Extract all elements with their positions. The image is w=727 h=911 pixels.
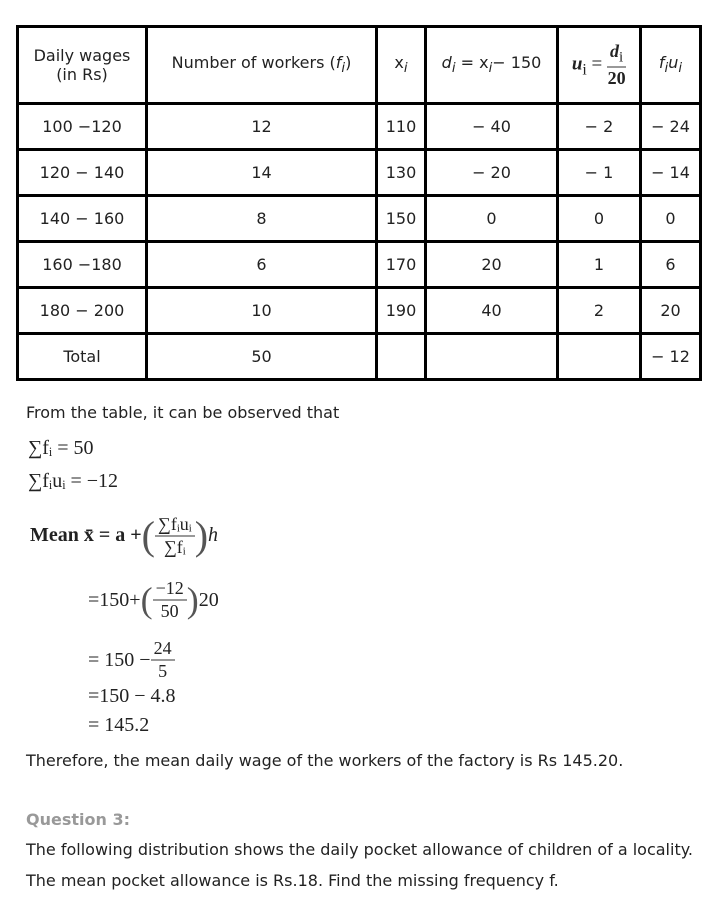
header-text: d xyxy=(441,53,452,73)
table-cell: 0 xyxy=(641,196,701,242)
table-cell: 6 xyxy=(147,242,377,288)
table-cell: 8 xyxy=(147,196,377,242)
header-text: i xyxy=(619,49,624,66)
header-text: 20 xyxy=(607,68,626,89)
header-text: i xyxy=(451,61,456,77)
table-cell: 50 xyxy=(147,334,377,380)
sum-fu: ∑fᵢuᵢ = −12 xyxy=(28,470,119,492)
header-text: (in Rs) xyxy=(56,65,108,84)
table-row xyxy=(18,288,701,334)
step-4: = 145.2 xyxy=(88,714,150,736)
table-cell: Total xyxy=(18,334,147,380)
step-3: =150 − 4.8 xyxy=(88,685,176,707)
step-text: = 150 − xyxy=(88,648,151,671)
table-cell: 10 xyxy=(147,288,377,334)
table-cell: − 2 xyxy=(558,104,641,150)
step-1: =150+ ( $\frac{-12}{50}$ ) 20 xyxy=(88,578,219,621)
header-text: u xyxy=(668,53,679,73)
conclusion-text: Therefore, the mean daily wage of the workers of the factory is Rs 145.20. xyxy=(26,751,624,770)
table-cell: − 40 xyxy=(426,104,558,150)
table-cell: 170 xyxy=(377,242,426,288)
table-cell: 2 xyxy=(558,288,641,334)
frequency-table xyxy=(16,25,702,381)
table-cell: 160 −180 xyxy=(18,242,147,288)
table-header-row xyxy=(18,27,701,104)
header-text: i xyxy=(403,61,408,77)
header-text: d xyxy=(610,40,620,61)
table-cell: 180 − 200 xyxy=(18,288,147,334)
table-cell: 12 xyxy=(147,104,377,150)
step-text: =150+ xyxy=(88,588,141,611)
fraction xyxy=(607,41,626,90)
step-text: 20 xyxy=(198,588,219,611)
step-2 xyxy=(88,638,175,682)
table-cell: 40 xyxy=(426,288,558,334)
header-di xyxy=(426,27,558,104)
header-text: i xyxy=(582,61,587,79)
header-text: i xyxy=(664,61,669,77)
table-cell: 130 xyxy=(377,150,426,196)
header-text: f xyxy=(335,53,342,73)
numerator: ∑fᵢuᵢ xyxy=(155,514,195,537)
table-cell: 120 − 140 xyxy=(18,150,147,196)
header-text: u xyxy=(571,53,583,75)
header-text: ) xyxy=(345,53,352,73)
table-cell: 0 xyxy=(426,196,558,242)
question-line-2: The mean pocket allowance is Rs.18. Find the missing frequency f. xyxy=(26,871,559,890)
table-cell: 110 xyxy=(377,104,426,150)
table-cell xyxy=(426,334,558,380)
sum-f: ∑fᵢ = 50 xyxy=(28,437,94,459)
mean-formula: Mean x̄ = a + ( $\frac{\text{∑fᵢuᵢ}}{\text{∑fᵢ}}$ ) h xyxy=(30,513,219,558)
denominator: 5 xyxy=(158,661,168,681)
table-cell: 20 xyxy=(426,242,558,288)
table-cell: 150 xyxy=(377,196,426,242)
header-xi xyxy=(377,27,426,104)
mean-label: Mean x̄ = a + xyxy=(30,524,142,546)
numerator: 24 xyxy=(151,638,175,661)
table-row xyxy=(18,196,701,242)
table-cell xyxy=(558,334,641,380)
table-cell: 6 xyxy=(641,242,701,288)
mean-h: h xyxy=(208,524,219,546)
header-text: x xyxy=(394,53,404,73)
header-text: i xyxy=(678,61,683,77)
question-line-1: The following distribution shows the daily pocket allowance of children of a locality. xyxy=(26,840,693,859)
table-cell: − 12 xyxy=(641,334,701,380)
header-text: = x xyxy=(455,53,489,73)
table-row xyxy=(18,104,701,150)
table-cell: 20 xyxy=(641,288,701,334)
header-text: f xyxy=(658,53,665,73)
header-ui xyxy=(558,27,641,104)
table-cell: 100 −120 xyxy=(18,104,147,150)
header-fiui xyxy=(641,27,701,104)
table-cell: − 20 xyxy=(426,150,558,196)
fraction xyxy=(153,578,187,622)
table-cell: − 14 xyxy=(641,150,701,196)
header-text: − 150 xyxy=(492,53,542,73)
header-workers xyxy=(147,27,377,104)
table-cell: − 1 xyxy=(558,150,641,196)
numerator: −12 xyxy=(153,578,187,601)
table-row xyxy=(18,334,701,380)
fraction xyxy=(155,514,195,558)
table-cell: 14 xyxy=(147,150,377,196)
table-cell xyxy=(377,334,426,380)
table-cell: 140 − 160 xyxy=(18,196,147,242)
table-cell: 0 xyxy=(558,196,641,242)
header-text: i xyxy=(488,61,493,77)
denominator: ∑fᵢ xyxy=(163,536,186,557)
denominator: 50 xyxy=(160,601,179,621)
header-text: Daily wages xyxy=(33,46,131,65)
header-text: Number of workers ( xyxy=(171,53,336,73)
table-cell: − 24 xyxy=(641,104,701,150)
table-cell: 190 xyxy=(377,288,426,334)
header-text: = xyxy=(586,53,608,75)
table-row xyxy=(18,242,701,288)
question-title: Question 3: xyxy=(26,810,130,829)
intro-text: From the table, it can be observed that xyxy=(26,403,340,422)
header-daily-wages xyxy=(18,27,147,104)
table-cell: 1 xyxy=(558,242,641,288)
table-row xyxy=(18,150,701,196)
fraction xyxy=(151,638,175,682)
header-text: i xyxy=(341,61,346,77)
